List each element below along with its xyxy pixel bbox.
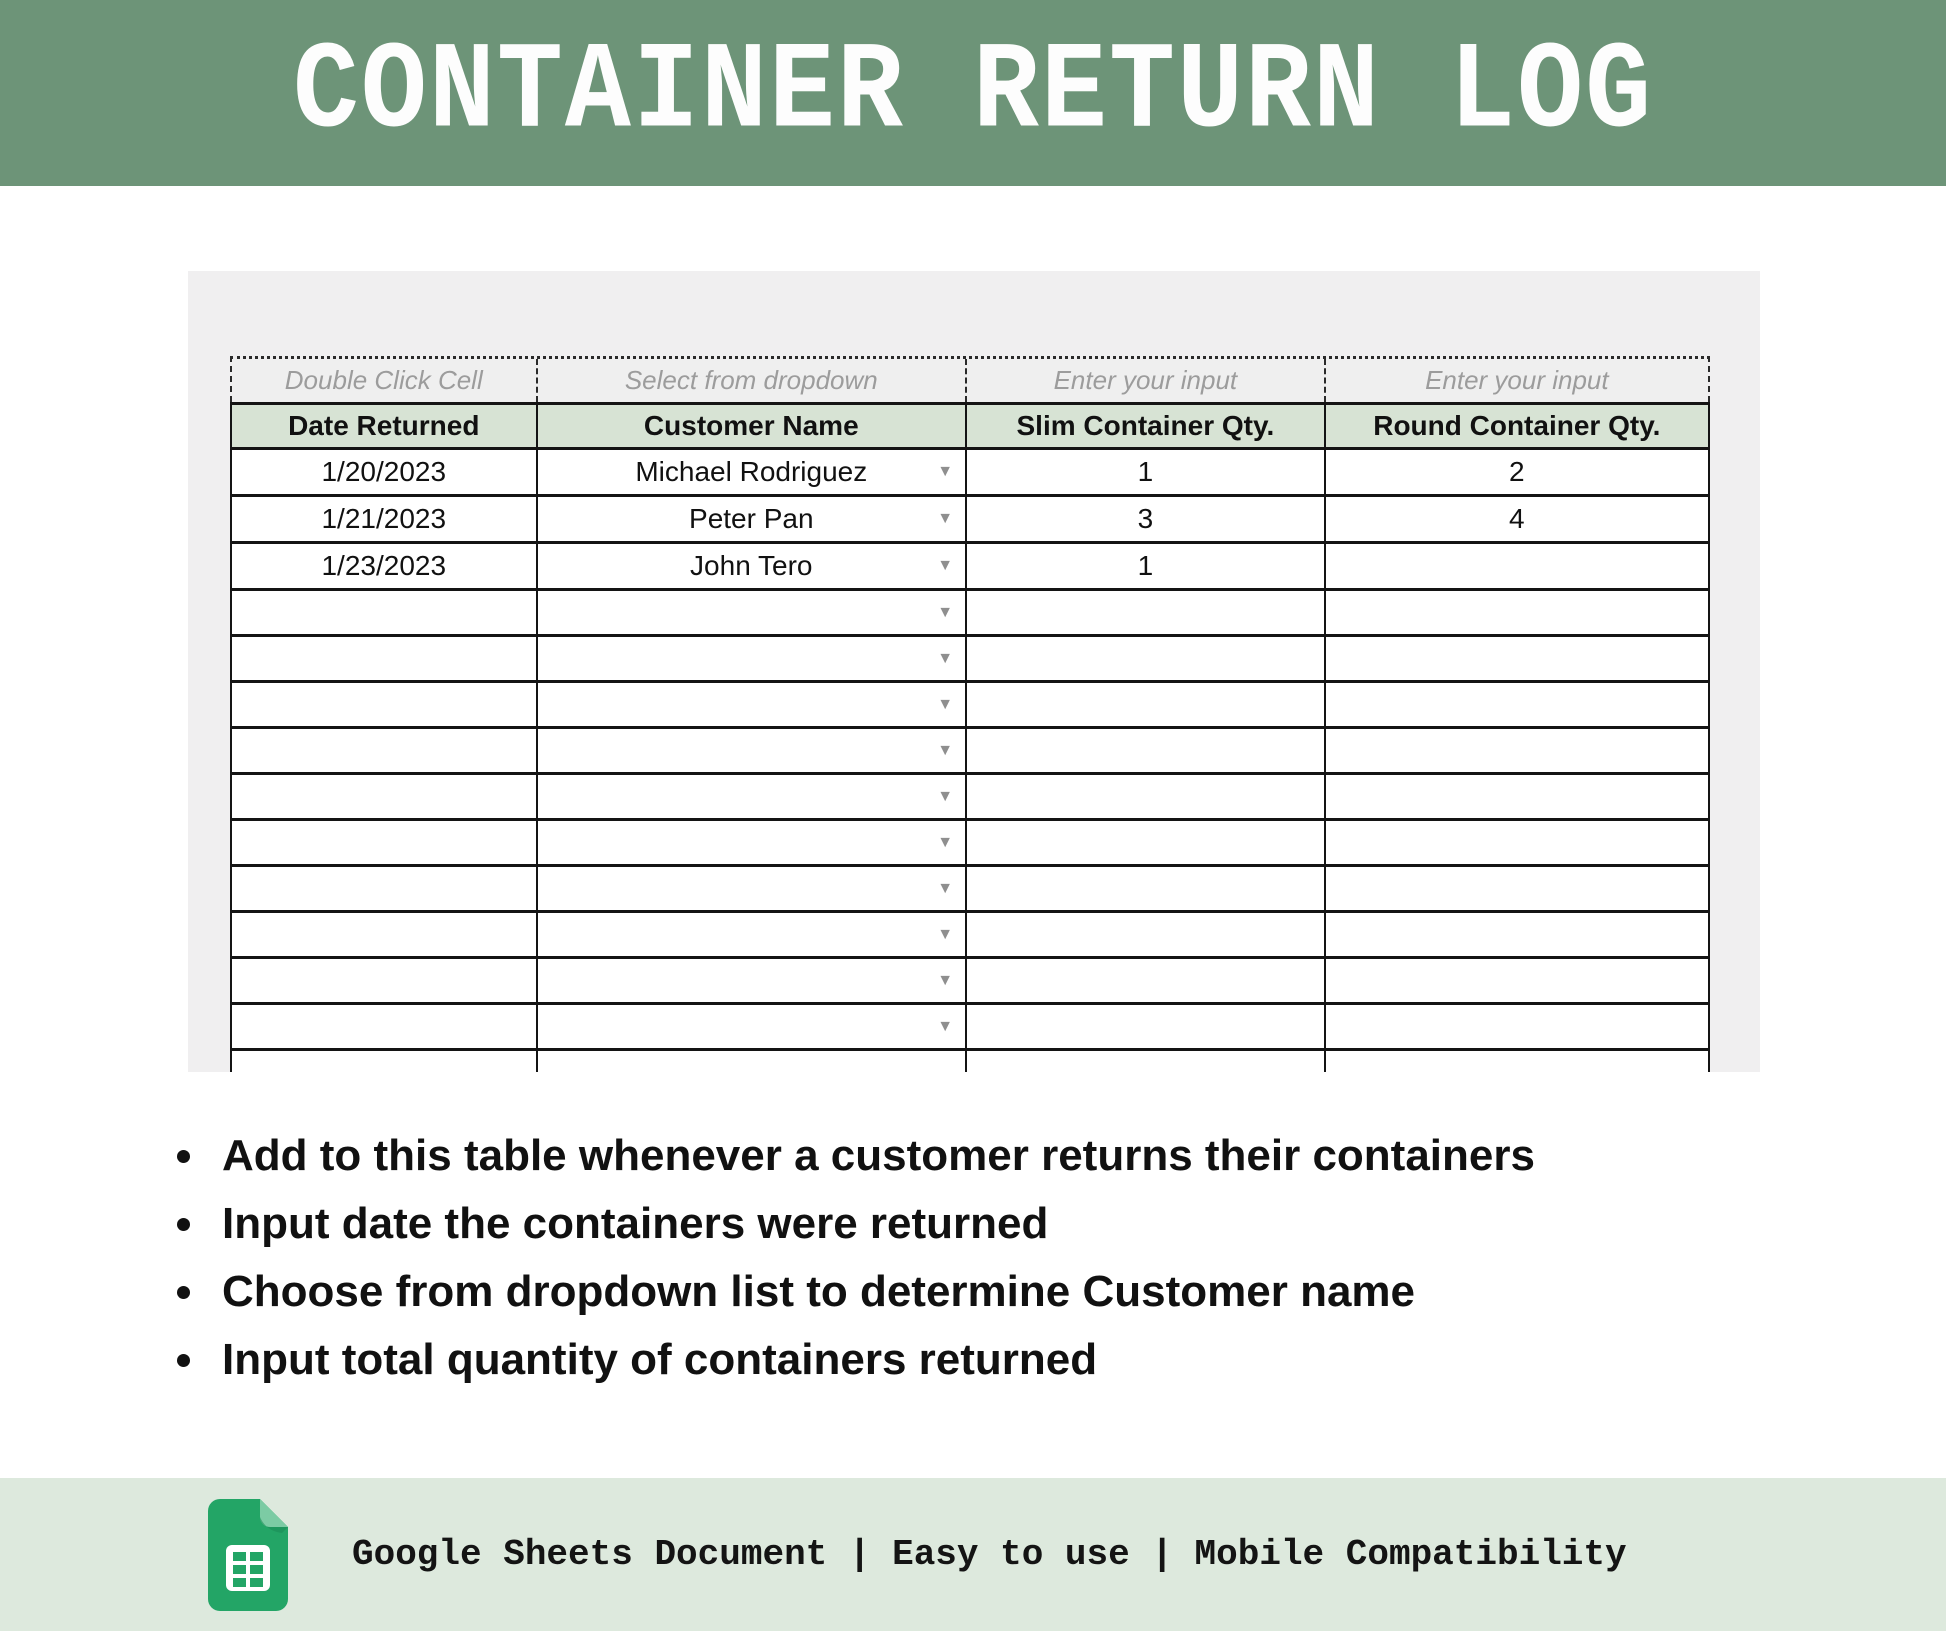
date-cell[interactable] bbox=[232, 1005, 538, 1048]
date-cell[interactable] bbox=[232, 821, 538, 864]
date-cell[interactable]: 1/23/2023 bbox=[232, 544, 538, 588]
slim-qty-cell[interactable] bbox=[967, 775, 1326, 818]
round-qty-cell[interactable]: 2 bbox=[1326, 450, 1708, 494]
column-header-date-returned: Date Returned bbox=[232, 405, 538, 447]
spreadsheet-preview-panel bbox=[188, 271, 1760, 1072]
round-qty-cell[interactable] bbox=[1326, 591, 1708, 634]
dropdown-arrow-icon[interactable]: ▼ bbox=[937, 925, 954, 943]
date-cell[interactable] bbox=[232, 683, 538, 726]
round-qty-cell[interactable] bbox=[1326, 637, 1708, 680]
slim-qty-cell[interactable] bbox=[967, 1051, 1326, 1072]
date-cell[interactable] bbox=[232, 729, 538, 772]
customer-name-cell[interactable] bbox=[538, 591, 968, 634]
round-qty-cell[interactable] bbox=[1326, 1005, 1708, 1048]
table-row bbox=[230, 959, 1710, 1005]
slim-qty-cell[interactable] bbox=[967, 959, 1326, 1002]
round-qty-cell[interactable] bbox=[1326, 913, 1708, 956]
title-band bbox=[0, 0, 1946, 186]
container-return-table bbox=[230, 356, 1710, 1072]
customer-name-cell[interactable] bbox=[538, 1005, 968, 1048]
table-row bbox=[230, 591, 1710, 637]
customer-name-cell[interactable] bbox=[538, 775, 968, 818]
slim-qty-cell[interactable] bbox=[967, 591, 1326, 634]
slim-qty-cell[interactable] bbox=[967, 683, 1326, 726]
footer-tagline: Google Sheets Document | Easy to use | Mobile Compatibility bbox=[352, 1534, 1627, 1575]
dropdown-arrow-icon[interactable]: ▼ bbox=[937, 1017, 954, 1035]
dropdown-arrow-icon[interactable]: ▼ bbox=[937, 603, 954, 621]
column-header-slim-container-qty: Slim Container Qty. bbox=[967, 405, 1326, 447]
dropdown-arrow-icon[interactable]: ▼ bbox=[937, 463, 954, 480]
customer-name-cell[interactable] bbox=[538, 729, 968, 772]
date-cell[interactable] bbox=[232, 1051, 538, 1072]
usage-note: • Input total quantity of containers returned bbox=[210, 1338, 1535, 1382]
round-qty-cell[interactable] bbox=[1326, 959, 1708, 1002]
table-row bbox=[230, 867, 1710, 913]
instruction-cell-round: Enter your input bbox=[1326, 359, 1708, 402]
footer-band bbox=[0, 1478, 1946, 1631]
date-cell[interactable] bbox=[232, 775, 538, 818]
instruction-cell-date: Double Click Cell bbox=[232, 359, 538, 402]
table-row bbox=[230, 1051, 1710, 1072]
round-qty-cell[interactable] bbox=[1326, 775, 1708, 818]
instruction-cell-slim: Enter your input bbox=[967, 359, 1326, 402]
customer-name-cell[interactable] bbox=[538, 913, 968, 956]
date-cell[interactable] bbox=[232, 913, 538, 956]
column-header-customer-name: Customer Name bbox=[538, 405, 968, 447]
table-row bbox=[230, 497, 1710, 544]
round-qty-cell[interactable]: 4 bbox=[1326, 497, 1708, 541]
table-row bbox=[230, 729, 1710, 775]
slim-qty-cell[interactable] bbox=[967, 913, 1326, 956]
customer-name-cell[interactable] bbox=[538, 867, 968, 910]
dropdown-arrow-icon[interactable]: ▼ bbox=[937, 741, 954, 759]
customer-name-cell[interactable] bbox=[538, 637, 968, 680]
table-row bbox=[230, 775, 1710, 821]
date-cell[interactable] bbox=[232, 637, 538, 680]
dropdown-arrow-icon[interactable]: ▼ bbox=[937, 557, 954, 574]
table-row bbox=[230, 821, 1710, 867]
date-cell[interactable]: 1/20/2023 bbox=[232, 450, 538, 494]
table-row bbox=[230, 913, 1710, 959]
table-row bbox=[230, 450, 1710, 497]
dropdown-arrow-icon[interactable]: ▼ bbox=[937, 510, 954, 527]
customer-name-cell[interactable]: John Tero ▼ bbox=[538, 544, 968, 588]
slim-qty-cell[interactable]: 1 bbox=[967, 544, 1326, 588]
customer-name-cell[interactable] bbox=[538, 821, 968, 864]
table-row bbox=[230, 637, 1710, 683]
customer-name-cell[interactable] bbox=[538, 683, 968, 726]
slim-qty-cell[interactable]: 1 bbox=[967, 450, 1326, 494]
table-header-row bbox=[230, 402, 1710, 450]
slim-qty-cell[interactable] bbox=[967, 729, 1326, 772]
slim-qty-cell[interactable] bbox=[967, 637, 1326, 680]
slim-qty-cell[interactable]: 3 bbox=[967, 497, 1326, 541]
round-qty-cell[interactable] bbox=[1326, 729, 1708, 772]
table-row bbox=[230, 544, 1710, 591]
slim-qty-cell[interactable] bbox=[967, 1005, 1326, 1048]
usage-note: • Add to this table whenever a customer returns their containers bbox=[210, 1134, 1535, 1178]
customer-name-cell[interactable]: Peter Pan ▼ bbox=[538, 497, 968, 541]
table-body bbox=[230, 450, 1710, 1072]
column-header-round-container-qty: Round Container Qty. bbox=[1326, 405, 1708, 447]
date-cell[interactable] bbox=[232, 959, 538, 1002]
usage-note: • Choose from dropdown list to determine Customer name bbox=[210, 1270, 1535, 1314]
round-qty-cell[interactable] bbox=[1326, 821, 1708, 864]
round-qty-cell[interactable] bbox=[1326, 867, 1708, 910]
customer-name-cell[interactable] bbox=[538, 959, 968, 1002]
customer-name-cell[interactable]: Michael Rodriguez ▼ bbox=[538, 450, 968, 494]
usage-notes-list bbox=[162, 1131, 1535, 1406]
table-row bbox=[230, 683, 1710, 729]
instruction-row bbox=[230, 356, 1710, 402]
dropdown-arrow-icon[interactable]: ▼ bbox=[937, 695, 954, 713]
round-qty-cell[interactable] bbox=[1326, 1051, 1708, 1072]
slim-qty-cell[interactable] bbox=[967, 821, 1326, 864]
customer-name-cell[interactable] bbox=[538, 1051, 968, 1072]
round-qty-cell[interactable] bbox=[1326, 683, 1708, 726]
dropdown-arrow-icon[interactable]: ▼ bbox=[937, 879, 954, 897]
date-cell[interactable] bbox=[232, 591, 538, 634]
round-qty-cell[interactable] bbox=[1326, 544, 1708, 588]
date-cell[interactable]: 1/21/2023 bbox=[232, 497, 538, 541]
instruction-cell-customer: Select from dropdown bbox=[538, 359, 968, 402]
usage-note: • Input date the containers were returned bbox=[210, 1202, 1535, 1246]
dropdown-arrow-icon[interactable]: ▼ bbox=[937, 649, 954, 667]
dropdown-arrow-icon[interactable]: ▼ bbox=[937, 787, 954, 805]
slim-qty-cell[interactable] bbox=[967, 867, 1326, 910]
google-sheets-icon bbox=[208, 1499, 288, 1611]
dropdown-arrow-icon[interactable]: ▼ bbox=[937, 833, 954, 851]
dropdown-arrow-icon[interactable]: ▼ bbox=[937, 971, 954, 989]
table-row bbox=[230, 1005, 1710, 1051]
page-title: CONTAINER RETURN LOG bbox=[292, 23, 1654, 163]
date-cell[interactable] bbox=[232, 867, 538, 910]
